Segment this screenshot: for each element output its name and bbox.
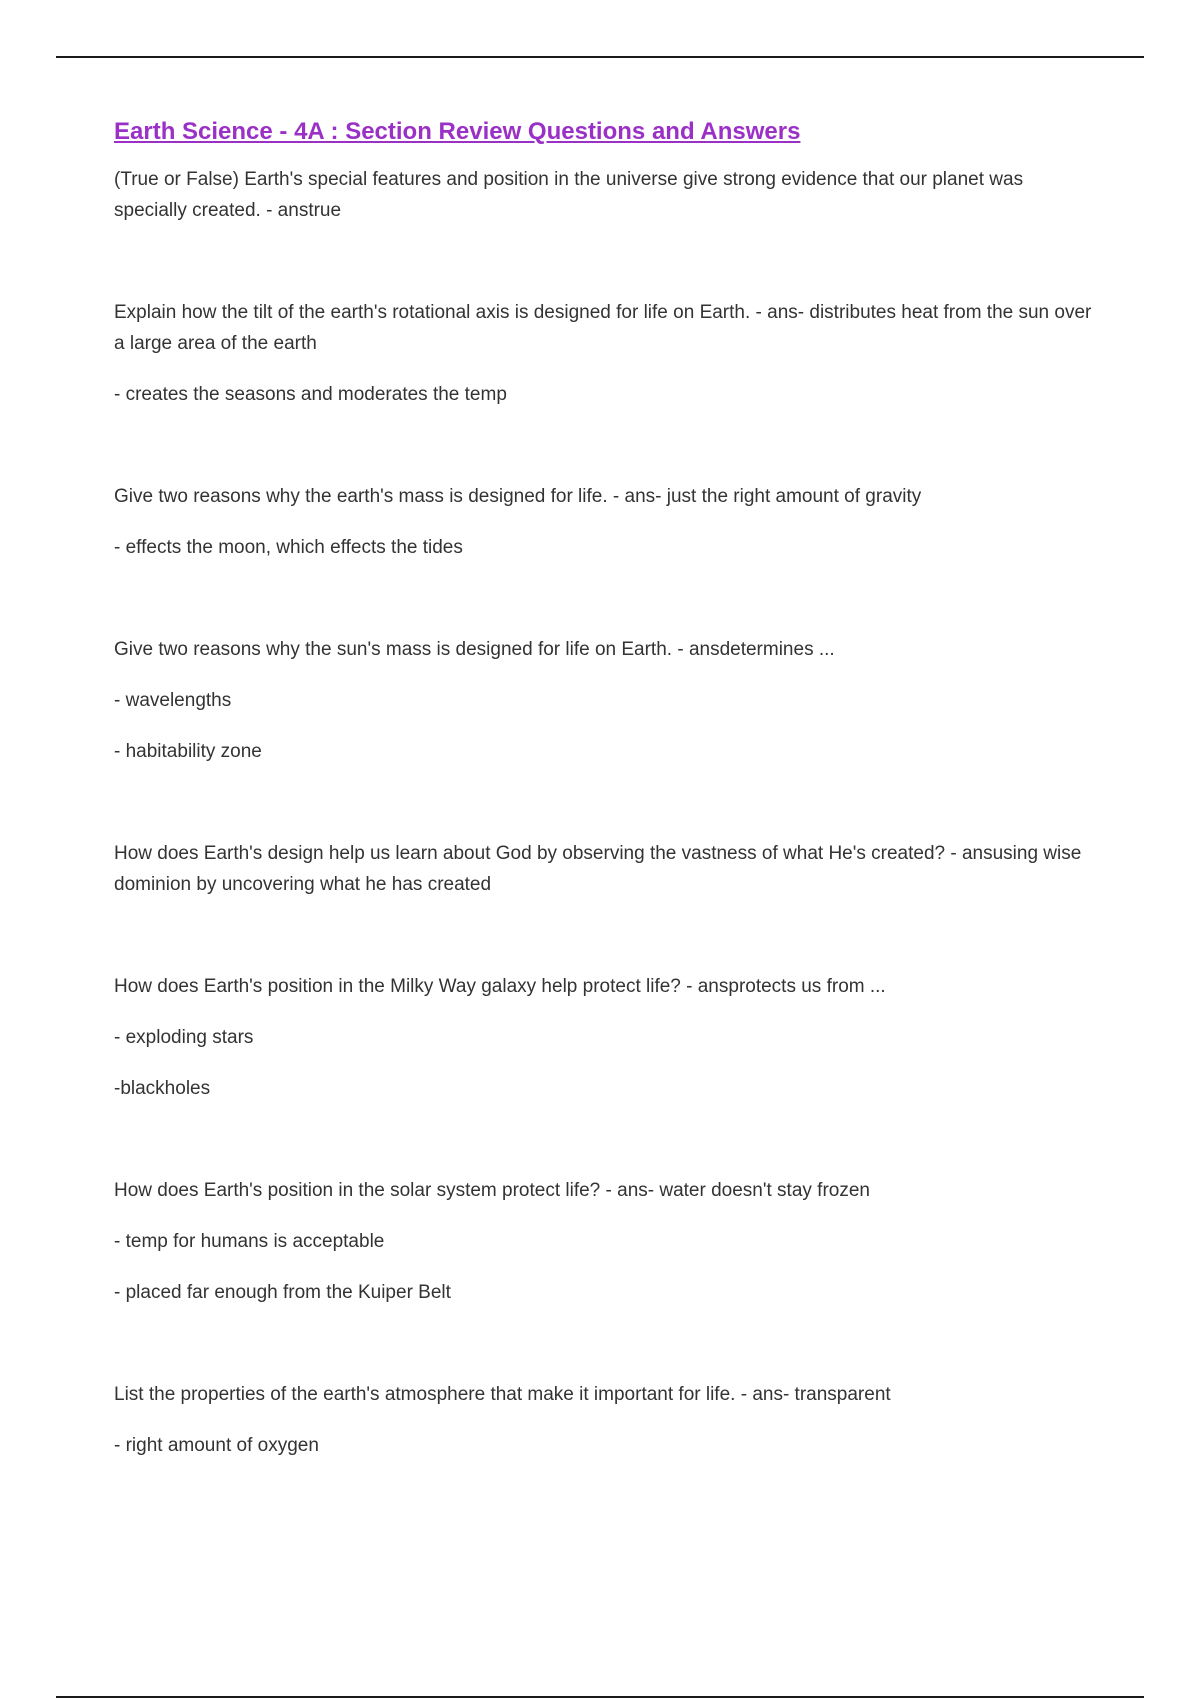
document-body xyxy=(114,114,1094,1461)
qa-text: Give two reasons why the earth's mass is designed for life. - ans- just the right amount of gravity xyxy=(114,486,922,507)
qa-text: How does Earth's position in the solar system protect life? - ans- water doesn't stay frozen xyxy=(114,1180,870,1201)
qa-item-7 xyxy=(114,1175,1094,1308)
qa-answer-line: - creates the seasons and moderates the temp xyxy=(114,384,507,405)
qa-text: How does Earth's position in the Milky Way galaxy help protect life? - ansprotects us from ... xyxy=(114,976,886,997)
qa-item-6 xyxy=(114,971,1094,1104)
qa-item-4 xyxy=(114,634,1094,767)
qa-answer-line: - wavelengths xyxy=(114,690,232,711)
qa-answer-line: - effects the moon, which effects the tides xyxy=(114,537,463,558)
qa-item-3 xyxy=(114,481,1094,563)
qa-answer-line: - right amount of oxygen xyxy=(114,1435,319,1456)
qa-item-2 xyxy=(114,297,1094,410)
bottom-rule xyxy=(56,1696,1144,1698)
document-title[interactable]: Earth Science - 4A : Section Review Questions and Answers xyxy=(114,118,801,145)
qa-item-1 xyxy=(114,164,1094,226)
qa-answer-line: - placed far enough from the Kuiper Belt xyxy=(114,1282,451,1303)
qa-item-8 xyxy=(114,1379,1094,1461)
qa-answer-line: -blackholes xyxy=(114,1078,211,1099)
qa-answer-line: - habitability zone xyxy=(114,741,262,762)
qa-answer-line: - temp for humans is acceptable xyxy=(114,1231,385,1252)
top-rule xyxy=(56,56,1144,58)
qa-answer-line: - exploding stars xyxy=(114,1027,254,1048)
qa-text: How does Earth's design help us learn about God by observing the vastness of what He's created? - ansusing wise dominion by uncovering what he has created xyxy=(114,843,1082,895)
qa-item-5 xyxy=(114,838,1094,900)
qa-text: Give two reasons why the sun's mass is designed for life on Earth. - ansdetermines ... xyxy=(114,639,835,660)
qa-text: List the properties of the earth's atmosphere that make it important for life. - ans- transparent xyxy=(114,1384,891,1405)
qa-text: Explain how the tilt of the earth's rotational axis is designed for life on Earth. - ans- distributes heat from the sun over a large area of the earth xyxy=(114,302,1092,354)
qa-text: (True or False) Earth's special features and position in the universe give strong evidence that our planet was specially created. - anstrue xyxy=(114,169,1024,221)
